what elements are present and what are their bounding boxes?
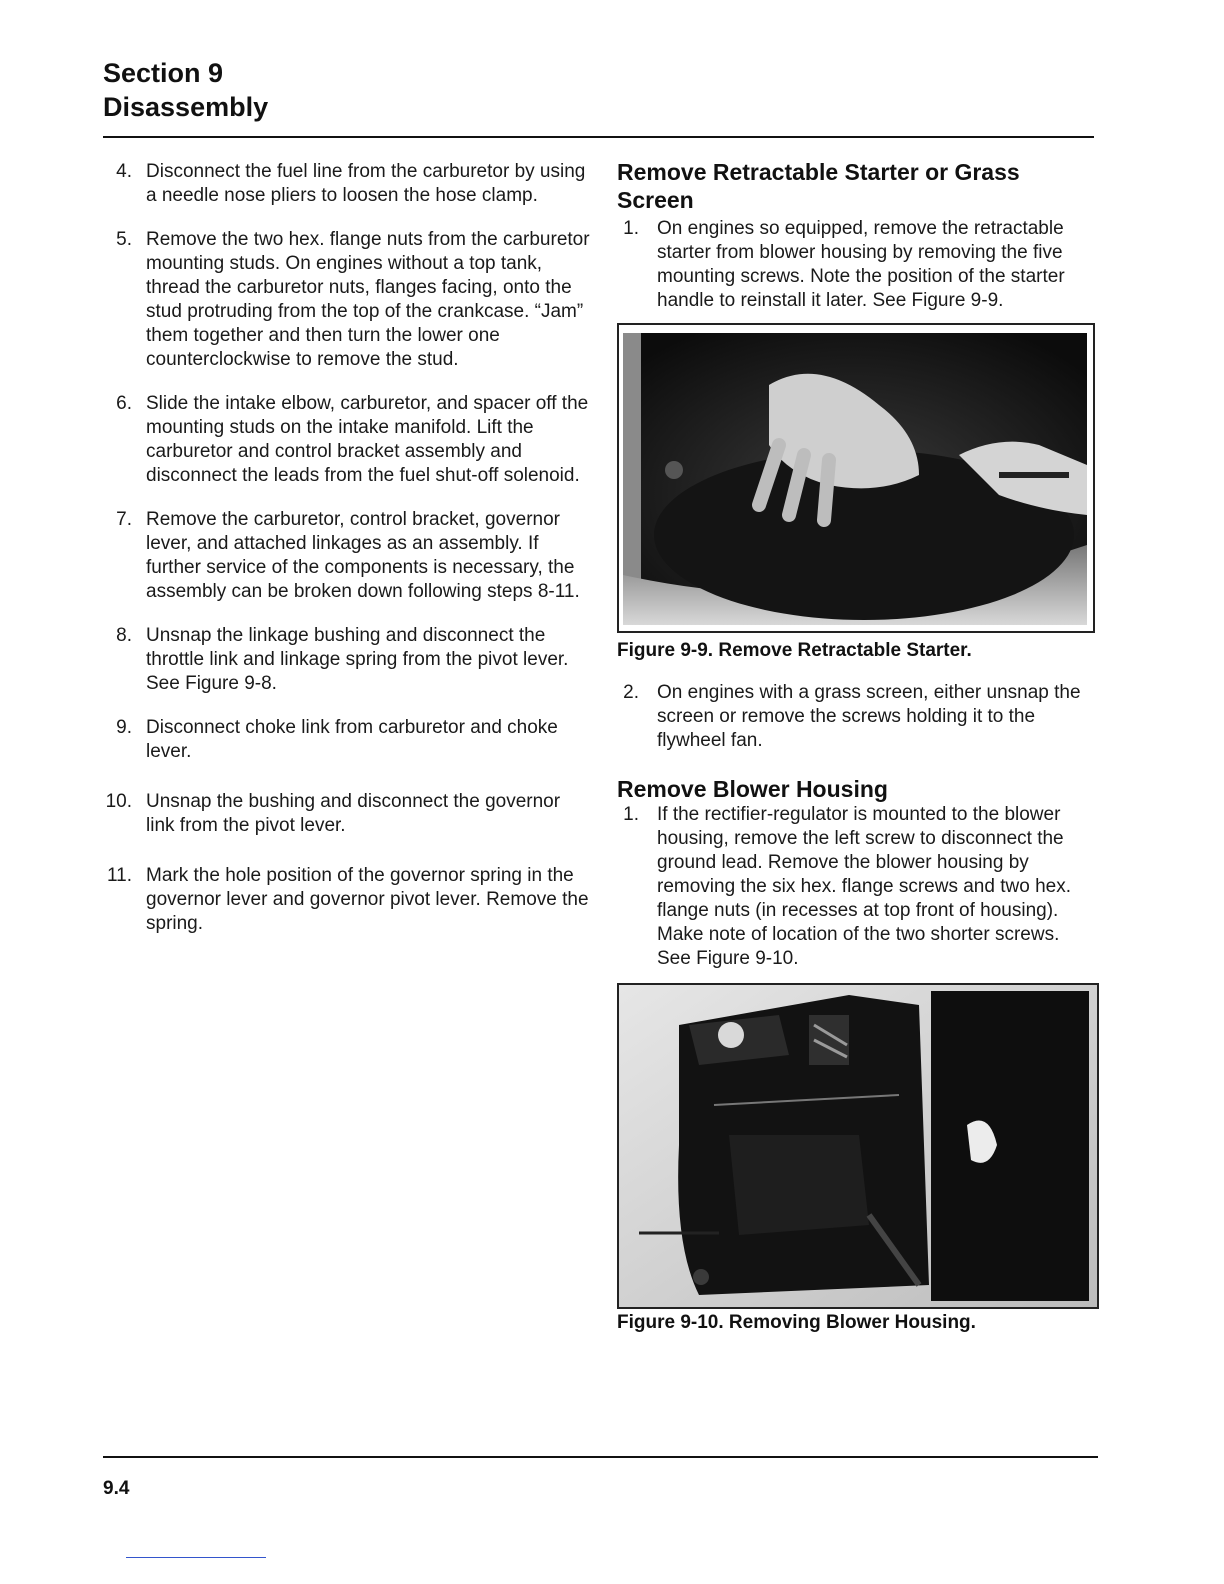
footer-underline	[126, 1557, 266, 1558]
blower-heading: Remove Blower Housing	[617, 776, 888, 802]
blower-housing-photo	[619, 985, 1097, 1307]
figure-9-10	[617, 983, 1099, 1309]
step-text: Unsnap the bushing and disconnect the governor link from the pivot lever.	[146, 791, 561, 836]
figure-9-9	[617, 323, 1095, 633]
figure-9-10-caption: Figure 9-10. Removing Blower Housing.	[617, 1312, 976, 1333]
step-text: Disconnect choke link from carburetor and choke lever.	[146, 717, 558, 762]
retractable-step-2: 2. On engines with a grass screen, either unsnap the screen or remove the screws holding it to the flywheel fan.	[623, 682, 1081, 751]
blower-step-1: 1. If the rectifier-regulator is mounted to the blower housing, remove the left screw to disconnect the ground lead. Remove the blower housing by removing the six hex. flange screws and two hex. flange nuts (in recesses at top front of housing). Make note of location of the two shorter screws. See Figure 9-10.	[623, 804, 1071, 969]
step-text: Disconnect the fuel line from the carburetor by using a needle nose pliers to loosen the hose clamp.	[146, 161, 586, 206]
left-column	[100, 160, 590, 936]
retractable-heading: Remove Retractable Starter or Grass Screen	[617, 159, 1020, 213]
retractable-starter-photo	[619, 325, 1093, 631]
step-4: 4. Disconnect the fuel line from the carburetor by using a needle nose pliers to loosen the hose clamp.	[100, 160, 590, 208]
section-number: Section 9	[103, 58, 224, 88]
footer-rule	[103, 1456, 1098, 1458]
step-text: Remove the two hex. flange nuts from the carburetor mounting studs. On engines without a top tank, thread the carburetor nuts, flanges facing, onto the stud protruding from the top of the crankcase. “Jam” them together and then turn the lower one counterclockwise to remove the stud.	[146, 229, 590, 370]
retractable-step-1: 1. On engines so equipped, remove the retractable starter from blower housing by removing the five mounting screws. Note the position of the starter handle to reinstall it later. See Figure 9-9.	[623, 218, 1065, 311]
step-5: 5. Remove the two hex. flange nuts from the carburetor mounting studs. On engines without a top tank, thread the carburetor nuts, flanges facing, onto the stud protruding from the top of the crankcase. “Jam” them together and then turn the lower one counterclockwise to remove the stud.	[116, 229, 590, 370]
step-10: 10. Unsnap the bushing and disconnect the governor link from the pivot lever.	[100, 790, 590, 838]
step-7: 7. Remove the carburetor, control bracket, governor lever, and attached linkages as an assembly. If further service of the components is necessary, the assembly can be broken down following steps 8-11.	[100, 508, 590, 604]
figure-9-9-caption: Figure 9-9. Remove Retractable Starter.	[617, 640, 972, 661]
step-text: Slide the intake elbow, carburetor, and spacer off the mounting studs on the intake manifold. Lift the carburetor and control bracket assembly and disconnect the leads from the fuel shut-off solenoid.	[146, 393, 589, 486]
step-text: Mark the hole position of the governor spring in the governor lever and governor pivot lever. Remove the spring.	[146, 865, 589, 934]
section-title: Disassembly	[103, 92, 269, 122]
step-6: 6. Slide the intake elbow, carburetor, and spacer off the mounting studs on the intake manifold. Lift the carburetor and control bracket assembly and disconnect the leads from the fuel shut-off solenoid.	[116, 393, 589, 486]
step-text: Unsnap the linkage bushing and disconnect the throttle link and linkage spring from the pivot lever. See Figure 9-8.	[146, 625, 569, 694]
right-column	[617, 158, 1097, 1335]
step-text: Remove the carburetor, control bracket, governor lever, and attached linkages as an assembly. If further service of the components is necessary, the assembly can be broken down following steps 8-11.	[146, 509, 580, 602]
step-11: 11. Mark the hole position of the governor spring in the governor lever and governor pivot lever. Remove the spring.	[106, 865, 589, 934]
step-9: 9. Disconnect choke link from carburetor and choke lever.	[100, 716, 590, 764]
step-8: 8. Unsnap the linkage bushing and disconnect the throttle link and linkage spring from the pivot lever. See Figure 9-8.	[100, 624, 590, 696]
section-header	[103, 56, 268, 124]
page-number: 9.4	[103, 1478, 130, 1499]
header-rule	[103, 136, 1094, 138]
